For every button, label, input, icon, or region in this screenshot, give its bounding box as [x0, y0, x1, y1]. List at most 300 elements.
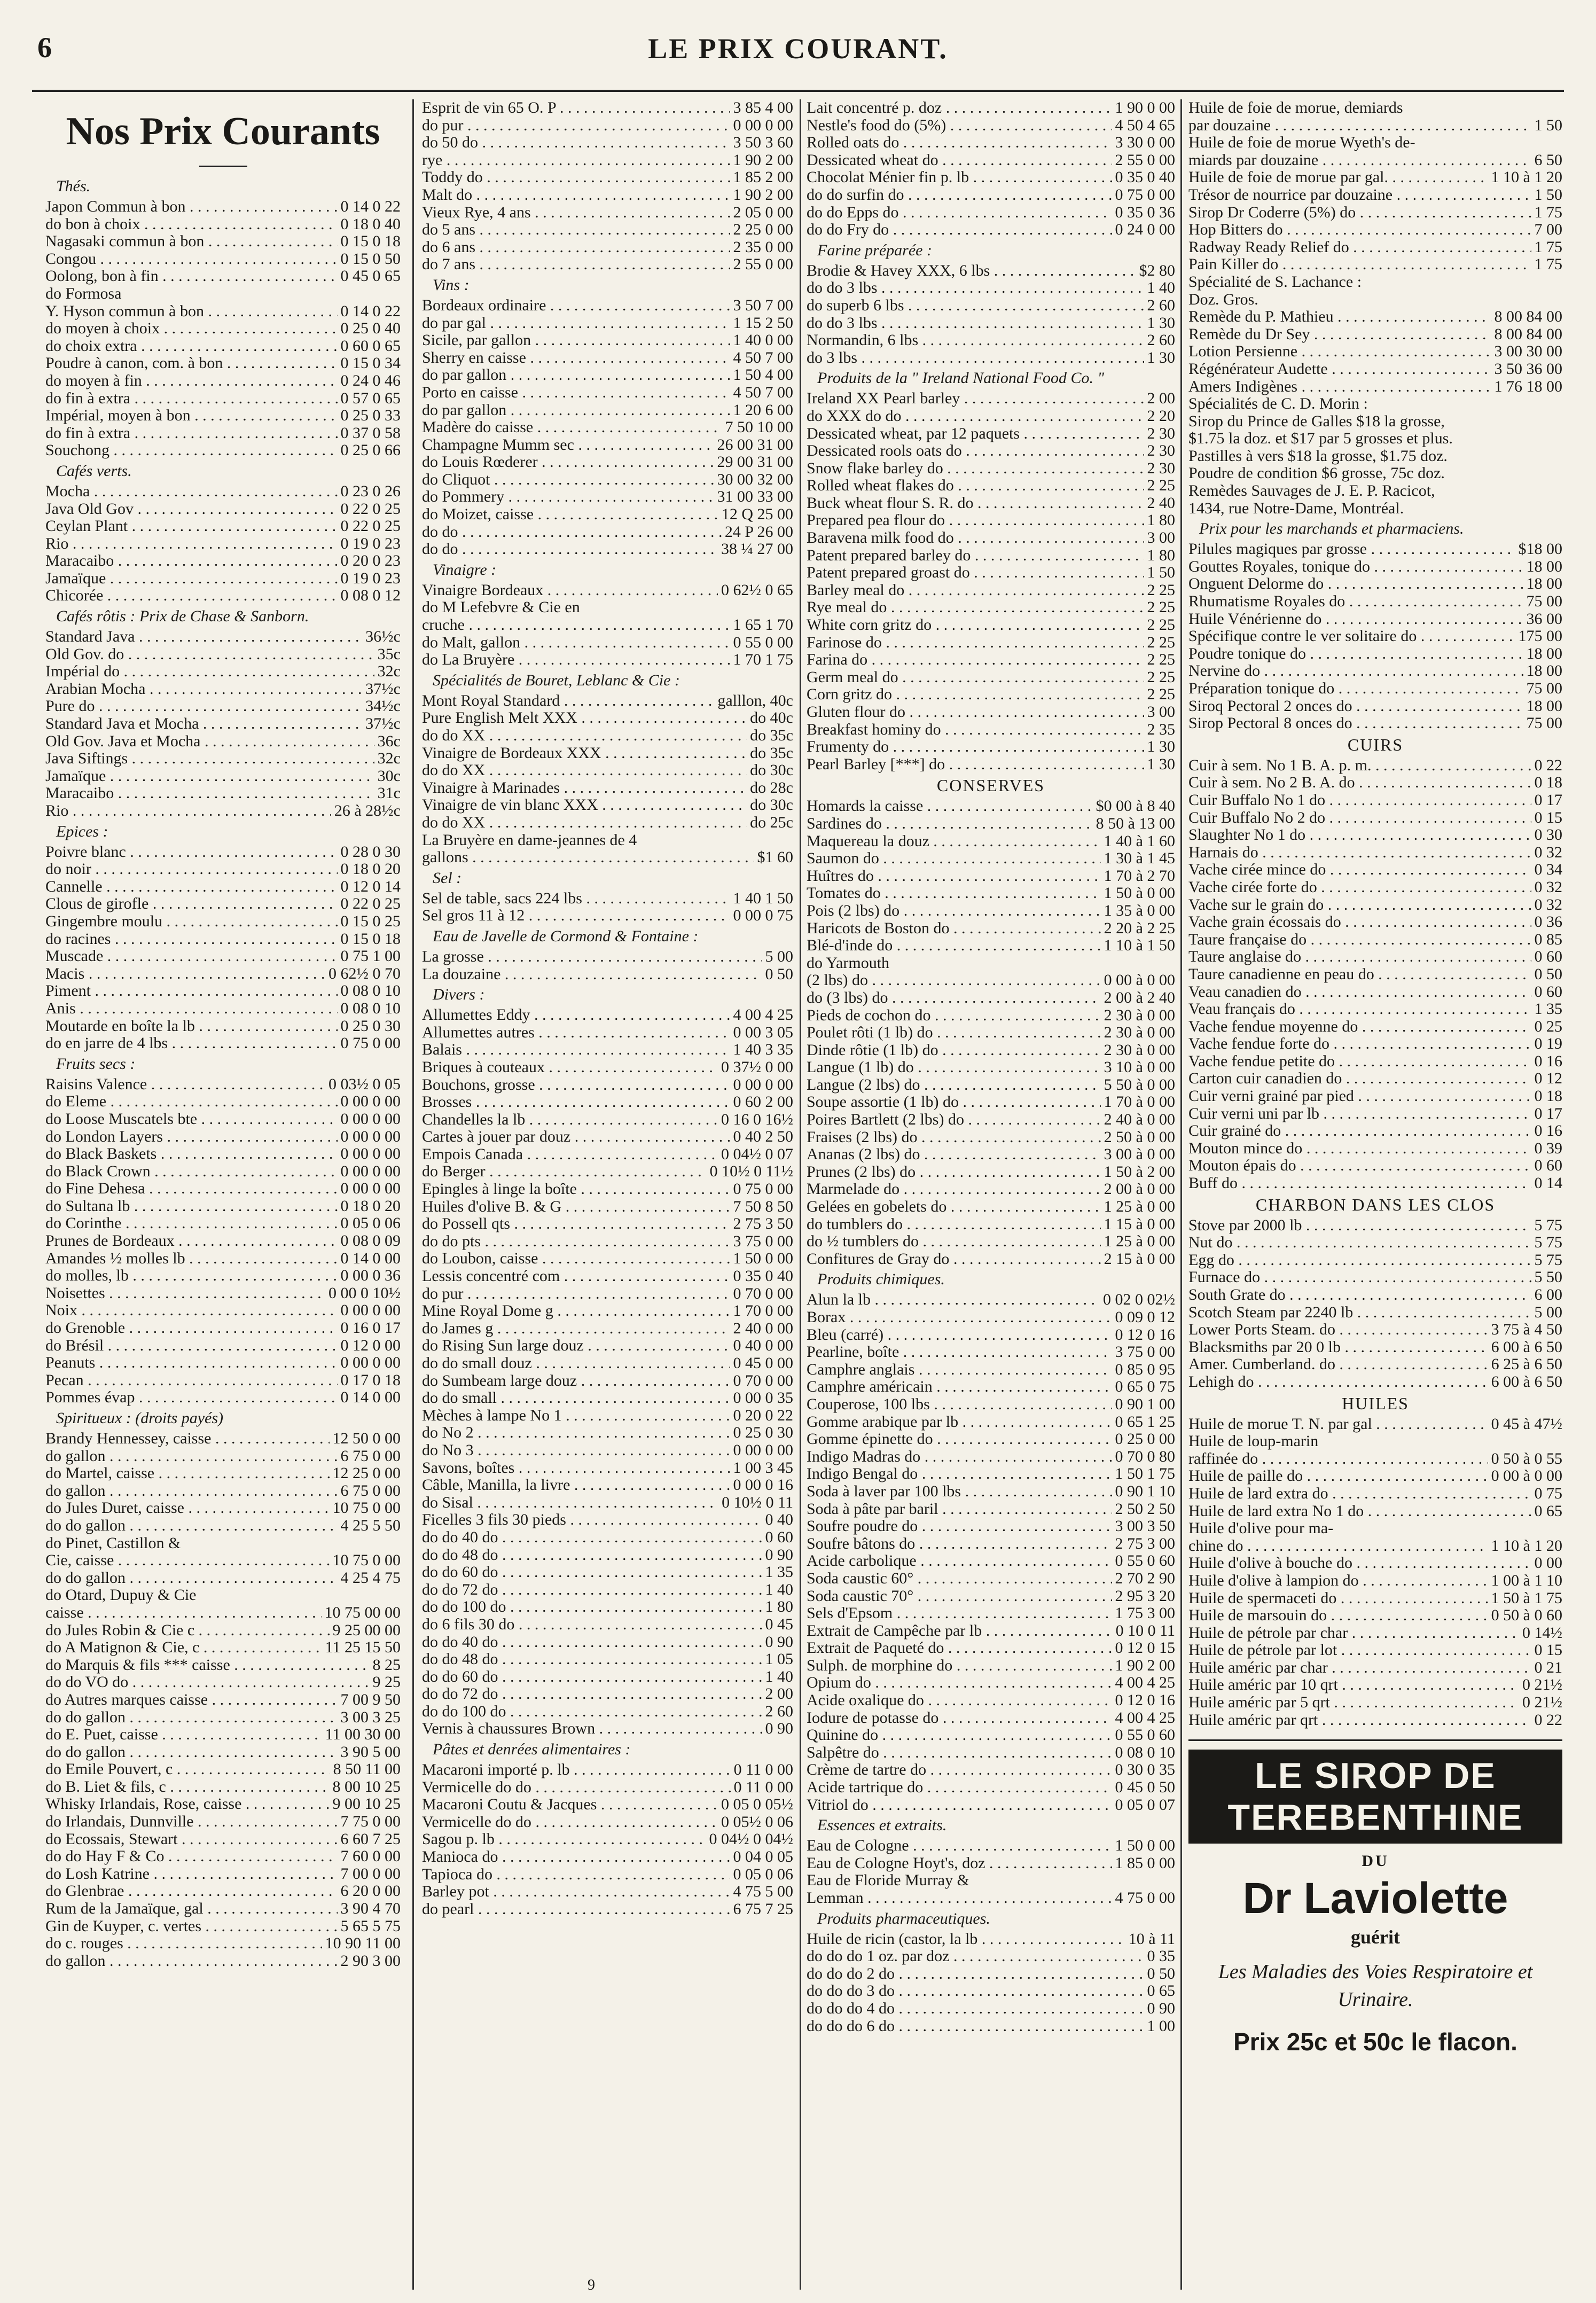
price-row — [807, 1042, 1175, 1059]
item-price: 7 60 0 00 — [340, 1848, 401, 1865]
price-row — [422, 1268, 793, 1285]
item-price: 0 21½ — [1522, 1694, 1562, 1712]
item-name: do Yarmouth — [807, 954, 890, 972]
item-name: Gin de Kuyper, c. vertes . . . — [45, 1918, 338, 1935]
item-price: 3 00 — [1147, 704, 1175, 721]
item-price: 4 25 4 75 — [340, 1569, 401, 1587]
item-price: 26 à 28½c — [334, 802, 401, 819]
item-name: Cuir verni grainé par pied . . . — [1188, 1088, 1531, 1105]
item-price: 26 00 31 00 — [717, 436, 793, 454]
item-price: 0 17 — [1534, 791, 1562, 809]
item-name: Rolled oats do . . . — [807, 134, 1112, 152]
item-name: do do 3 lbs . . . — [807, 279, 1144, 297]
price-row — [422, 256, 793, 274]
price-row — [422, 221, 793, 239]
price-row — [1188, 645, 1562, 663]
item-price: 0 03½ 0 05 — [328, 1075, 401, 1093]
price-row — [45, 442, 401, 459]
item-price: 0 22 0 25 — [340, 895, 401, 913]
item-price: 2 15 à 0 00 — [1104, 1250, 1175, 1268]
item-name: Langue (2 lbs) do . . . — [807, 1076, 1101, 1094]
item-price: 1 10 à 1 50 — [1104, 937, 1175, 955]
price-row — [45, 483, 401, 501]
item-name: Oolong, bon à fin . . . — [45, 268, 338, 285]
item-name: do tumblers do . . . — [807, 1216, 1101, 1234]
price-row — [807, 1216, 1175, 1234]
item-name: Sicile, par gallon . . . — [422, 332, 730, 349]
price-row — [1188, 1321, 1562, 1339]
price-row — [1188, 1659, 1562, 1677]
price-row — [807, 204, 1175, 222]
item-name: Sel gros 11 à 12 . . . — [422, 907, 730, 925]
price-row — [45, 1570, 401, 1587]
item-price: 0 45 0 50 — [1115, 1779, 1175, 1797]
item-price: 0 12 0 16 — [1115, 1326, 1175, 1344]
item-price: 0 25 — [1534, 1018, 1562, 1035]
item-price: 7 00 0 00 — [340, 1865, 401, 1883]
item-name: Sirop Pectoral 8 onces do . . . — [1188, 715, 1523, 732]
price-row — [45, 1517, 401, 1535]
item-price: 0 18 — [1534, 774, 1562, 792]
item-name: do do small . . . — [422, 1389, 730, 1407]
ad-title: LE SIROP DE TEREBENTHINE — [1188, 1750, 1562, 1844]
item-name: Amer. Cumberland. do . . . — [1188, 1356, 1488, 1373]
item-name: do moyen à choix . . . — [45, 320, 338, 338]
item-name: Vache sur le grain do . . . — [1188, 896, 1531, 914]
item-name: do do XX . . . — [422, 814, 747, 832]
item-price: 3 00 — [1147, 529, 1175, 547]
item-name: Old Gov. Java et Mocha . . . — [45, 733, 374, 751]
item-price: 3 90 4 70 — [340, 1900, 401, 1918]
price-row — [45, 646, 401, 663]
price-row — [45, 1389, 401, 1407]
item-price: 1 30 — [1147, 738, 1175, 756]
price-row — [1188, 1485, 1562, 1503]
item-name: Egg do . . . — [1188, 1252, 1531, 1269]
price-row — [422, 948, 793, 966]
ad-name: Dr Laviolette — [1242, 1874, 1508, 1923]
item-name: Allumettes autres . . . — [422, 1024, 730, 1042]
price-row — [1188, 1416, 1562, 1433]
price-row — [1188, 541, 1562, 558]
item-name: do Autres marques caisse . . . — [45, 1691, 338, 1709]
item-name: cruche . . . — [422, 616, 730, 634]
item-name: do E. Puet, caisse . . . — [45, 1726, 322, 1744]
item-name: Remède du Dr Sey . . . — [1188, 326, 1491, 344]
item-price: 0 18 0 20 — [340, 1197, 401, 1215]
price-row — [45, 1778, 401, 1796]
item-name: La Bruyère en dame-jeannes de 4 — [422, 831, 637, 849]
item-price: 2 30 à 0 00 — [1104, 1041, 1175, 1059]
item-name: do James g . . . — [422, 1320, 730, 1338]
item-price: 0 32 — [1534, 878, 1562, 896]
item-price: 1 50 0 00 — [1115, 1837, 1175, 1855]
item-name: Huile de foie de morue par gal. . . . — [1188, 169, 1488, 186]
price-row — [422, 599, 793, 616]
item-price: 0 50 à 0 60 — [1491, 1607, 1562, 1625]
item-price: 1 05 — [765, 1651, 793, 1668]
price-row — [1188, 204, 1562, 222]
item-name: Huile Vénérienne do . . . — [1188, 611, 1523, 628]
price-row — [45, 1657, 401, 1674]
item-name: Camphre américain . . . — [807, 1378, 1112, 1396]
price-row — [807, 1890, 1175, 1907]
item-price: 0 05½ 0 06 — [721, 1813, 793, 1831]
item-price: 1 10 à 1 20 — [1491, 1537, 1562, 1555]
column-divider — [1180, 99, 1182, 2290]
item-price: 6 75 7 25 — [733, 1900, 793, 1918]
item-price: 8 00 84 00 — [1494, 308, 1562, 326]
item-name: do 6 fils 30 do . . . — [422, 1616, 762, 1634]
item-price: 10 75 00 00 — [324, 1604, 401, 1621]
item-price: 10 à 11 — [1128, 1930, 1175, 1948]
price-row — [45, 1076, 401, 1094]
price-row — [422, 1041, 793, 1059]
item-price: 36c — [377, 732, 401, 750]
price-row — [807, 1501, 1175, 1518]
item-price: 30c — [377, 767, 401, 785]
note-line: Doz. Gros. — [1188, 291, 1258, 308]
item-price: 0 00 0 00 — [733, 1441, 793, 1459]
note-line: Poudre de condition $6 grosse, 75c doz. — [1188, 465, 1445, 482]
price-row — [1188, 1450, 1562, 1468]
category-heading: Divers : — [433, 986, 485, 1004]
item-price: 1 40 — [1147, 279, 1175, 297]
item-name: Huile de lard extra do . . . — [1188, 1485, 1531, 1503]
item-name: Alun la lb . . . — [807, 1291, 1100, 1309]
item-name: Trésor de nourrice par douzaine . . . — [1188, 186, 1531, 204]
item-price: 0 45 à 47½ — [1491, 1415, 1562, 1433]
item-price: 0 20 0 23 — [340, 552, 401, 570]
item-name: do do Hay F & Co . . . — [45, 1848, 338, 1865]
price-row — [807, 920, 1175, 938]
item-name: miards par douzaine . . . — [1188, 152, 1531, 169]
price-row — [807, 989, 1175, 1007]
item-name: Soupe assortie (1 lb) do . . . — [807, 1094, 1101, 1111]
price-row — [422, 1703, 793, 1721]
item-price: 0 90 — [765, 1546, 793, 1564]
price-row — [1188, 757, 1562, 775]
item-price: 1 50 — [1534, 186, 1562, 204]
item-price: 0 57 0 65 — [340, 389, 401, 407]
item-price: 18 00 — [1526, 662, 1562, 680]
price-row — [1188, 1520, 1562, 1537]
item-name: Esprit de vin 65 O. P . . . — [422, 99, 730, 117]
item-name: Vinaigre à Marinades . . . — [422, 779, 747, 797]
price-row — [422, 1651, 793, 1668]
price-row — [1188, 774, 1562, 792]
item-name: do Ecossais, Stewart . . . — [45, 1831, 338, 1848]
item-price: 0 00 — [1534, 1555, 1562, 1572]
price-row — [45, 1813, 401, 1831]
item-name: Harnais do . . . — [1188, 844, 1531, 862]
price-row — [807, 297, 1175, 315]
price-row — [422, 1337, 793, 1355]
item-price: 31c — [377, 785, 401, 802]
item-price: do 28c — [750, 779, 793, 797]
item-name: Taure canadienne en peau do . . . — [1188, 966, 1531, 983]
price-row — [422, 1848, 793, 1866]
item-name: Huile de spermaceti do . . . — [1188, 1590, 1488, 1607]
price-row — [422, 1564, 793, 1581]
item-price: 1 20 6 00 — [733, 401, 793, 419]
item-price: 0 25 0 30 — [733, 1424, 793, 1442]
item-price: 0 65 0 75 — [1115, 1378, 1175, 1396]
item-name: Vache cirée forte do . . . — [1188, 879, 1531, 896]
item-price: 5 50 — [1534, 1269, 1562, 1286]
price-row — [807, 885, 1175, 902]
item-price: 0 15 0 18 — [340, 233, 401, 251]
item-name: Couperose, 100 lbs . . . — [807, 1396, 1112, 1414]
item-name: Huile de pétrole par char . . . — [1188, 1625, 1519, 1642]
price-row — [1188, 1503, 1562, 1520]
price-row — [422, 541, 793, 558]
item-name: do pur . . . — [422, 1285, 730, 1303]
item-price: 2 25 — [1147, 634, 1175, 651]
price-row — [1188, 983, 1562, 1001]
item-price: 1 35 — [1534, 1001, 1562, 1018]
price-row — [1188, 134, 1562, 152]
item-price: 0 55 0 00 — [733, 634, 793, 651]
price-row — [422, 332, 793, 349]
item-price: 0 14 0 00 — [340, 1389, 401, 1407]
item-price: 0 00 3 05 — [733, 1024, 793, 1041]
item-name: Carton cuir canadien do . . . — [1188, 1070, 1531, 1088]
item-name: do Brésil . . . — [45, 1337, 338, 1355]
item-price: 9 25 00 00 — [332, 1621, 401, 1639]
ad-verb: guérit — [1351, 1926, 1400, 1948]
category-heading: Farine préparée : — [817, 241, 932, 259]
item-price: 3 50 7 00 — [733, 296, 793, 314]
item-name: Clous de girofle . . . — [45, 895, 338, 913]
item-price: 0 45 — [765, 1615, 793, 1633]
price-row — [1188, 308, 1562, 326]
item-price: 0 04 0 05 — [733, 1848, 793, 1866]
item-price: 0 70 0 80 — [1115, 1448, 1175, 1465]
price-row — [1188, 575, 1562, 593]
item-price: 1 90 2 00 — [1115, 1657, 1175, 1674]
price-row — [45, 895, 401, 913]
item-name: Langue (1 lb) do . . . — [807, 1059, 1101, 1076]
item-name: do Malt, gallon . . . — [422, 634, 730, 652]
price-row — [807, 169, 1175, 186]
price-row — [422, 1547, 793, 1564]
column-2-list — [422, 99, 793, 1918]
item-price: 0 60 — [765, 1528, 793, 1546]
item-name: Patent prepared barley do . . . — [807, 547, 1144, 565]
item-price: 0 39 — [1534, 1139, 1562, 1157]
price-row — [45, 1691, 401, 1709]
item-price: 0 12 0 00 — [340, 1337, 401, 1354]
price-row — [45, 1145, 401, 1163]
price-row — [422, 454, 793, 471]
item-price: 8 50 à 13 00 — [1096, 815, 1175, 832]
item-name: do do 48 do . . . — [422, 1547, 762, 1564]
category-heading: Produits de la " Ireland National Food Co. " — [817, 369, 1105, 387]
item-price: 0 17 0 18 — [340, 1371, 401, 1389]
item-name: Extrait de Campêche par lb . . . — [807, 1622, 1113, 1640]
item-name: Rum de la Jamaïque, gal . . . — [45, 1900, 338, 1918]
price-row — [807, 1837, 1175, 1855]
price-row — [45, 407, 401, 425]
item-price: 0 12 — [1534, 1070, 1562, 1088]
item-name: Whisky Irlandais, Rose, caisse . . . — [45, 1795, 330, 1813]
item-price: 10 75 0 00 — [332, 1552, 401, 1570]
item-name: Snow flake barley do . . . — [807, 460, 1144, 478]
item-name: do do small douz . . . — [422, 1355, 730, 1372]
price-row — [807, 1709, 1175, 1727]
item-name: Corn gritz do . . . — [807, 686, 1144, 704]
item-price: 2 60 — [765, 1703, 793, 1720]
item-name: Nagasaki commun à bon . . . — [45, 233, 338, 251]
price-row — [45, 948, 401, 965]
price-row — [422, 616, 793, 634]
item-name: Cie, caisse . . . — [45, 1552, 330, 1570]
item-name: Acide tartrique do . . . — [807, 1779, 1112, 1797]
price-row — [45, 982, 401, 1000]
item-price: 0 35 — [1147, 1948, 1175, 1965]
item-price: 1 50 1 75 — [1115, 1465, 1175, 1483]
price-row — [807, 738, 1175, 756]
item-price: 1 70 à 2 70 — [1104, 867, 1175, 885]
item-name: do do 48 do . . . — [422, 1651, 762, 1668]
item-price: do 30c — [750, 797, 793, 814]
price-row — [422, 1616, 793, 1634]
item-name: Rolled wheat flakes do . . . — [807, 477, 1144, 495]
price-row — [45, 1035, 401, 1052]
item-name: do Eleme . . . — [45, 1093, 338, 1111]
price-row — [807, 1024, 1175, 1042]
item-price: 24 P 26 00 — [724, 523, 793, 541]
price-row — [422, 471, 793, 489]
item-name: do do 100 do . . . — [422, 1703, 762, 1721]
item-name: La douzaine . . . — [422, 966, 762, 983]
price-row — [1188, 1217, 1562, 1235]
item-name: Crème de tartre do . . . — [807, 1761, 1112, 1779]
item-name: Pilules magiques par grosse . . . — [1188, 541, 1515, 558]
price-row — [807, 833, 1175, 850]
item-price: 0 65 — [1534, 1502, 1562, 1520]
category-heading: Prix pour les marchands et pharmaciens. — [1199, 520, 1464, 538]
item-price: 0 16 0 17 — [340, 1320, 401, 1337]
price-row — [807, 1761, 1175, 1779]
item-name: Gomme épinette do . . . — [807, 1431, 1112, 1448]
price-row — [807, 134, 1175, 152]
column-divider — [800, 99, 801, 2290]
item-name: do do XX . . . — [422, 727, 747, 745]
item-price: 1 00 à 1 10 — [1491, 1572, 1562, 1589]
item-price: 0 12 0 16 — [1115, 1692, 1175, 1709]
price-row — [1188, 593, 1562, 611]
item-name: do Emile Pouvert, c . . . — [45, 1761, 330, 1778]
price-row — [45, 1848, 401, 1865]
item-name: Soufre bâtons do . . . — [807, 1535, 1112, 1553]
item-name: Huile de paille do . . . — [1188, 1467, 1488, 1485]
price-row — [45, 1250, 401, 1268]
price-row — [807, 1164, 1175, 1181]
price-row — [422, 1796, 793, 1814]
item-name: Cuir à sem. No 2 B. A. do . . . — [1188, 774, 1531, 792]
category-heading: Sel : — [433, 869, 462, 887]
item-name: Mine Royal Dome g . . . — [422, 1302, 730, 1320]
item-name: Veau canadien do . . . — [1188, 983, 1531, 1001]
item-price: 1 75 — [1534, 256, 1562, 274]
item-name: do moyen à fin . . . — [45, 372, 338, 390]
item-price: 37½c — [365, 715, 401, 733]
item-name: Java Old Gov . . . — [45, 501, 338, 518]
item-name: do do VO do . . . — [45, 1674, 370, 1691]
item-name: Acide carbolique . . . — [807, 1552, 1112, 1570]
price-row — [807, 1797, 1175, 1814]
price-row — [45, 518, 401, 535]
price-row — [1188, 169, 1562, 186]
price-row — [1188, 99, 1562, 117]
price-row — [807, 616, 1175, 634]
price-row — [422, 651, 793, 669]
price-row — [1188, 896, 1562, 914]
item-name: Peanuts . . . — [45, 1354, 338, 1372]
column-3-list — [807, 99, 1175, 2035]
item-price: 2 50 2 50 — [1115, 1500, 1175, 1518]
price-row — [422, 1302, 793, 1320]
price-row — [807, 1233, 1175, 1251]
price-row — [45, 1198, 401, 1215]
price-row — [422, 779, 793, 797]
item-price: 0 05 0 06 — [340, 1215, 401, 1232]
item-name: Vernis à chaussures Brown . . . — [422, 1720, 762, 1738]
item-name: Impérial, moyen à bon . . . — [45, 407, 338, 425]
price-row — [422, 1424, 793, 1442]
price-row — [1188, 826, 1562, 844]
item-name: do choix extra . . . — [45, 338, 338, 355]
price-row — [807, 868, 1175, 885]
item-price: 0 10½ 0 11 — [722, 1494, 793, 1511]
item-name: Macaroni importé p. lb . . . — [422, 1761, 731, 1779]
item-price: 0 65 — [1147, 1982, 1175, 2000]
item-name: Lessis concentré com . . . — [422, 1268, 730, 1285]
item-price: 0 00 0 00 — [340, 1180, 401, 1198]
item-name: Piment . . . — [45, 982, 338, 1000]
price-row — [45, 1215, 401, 1232]
item-name: Sel de table, sacs 224 lbs . . . — [422, 890, 730, 908]
item-price: 2 25 — [1147, 616, 1175, 634]
item-name: do M Lefebvre & Cie en — [422, 599, 580, 616]
item-price: 75 00 — [1526, 593, 1562, 611]
item-name: Opium do . . . — [807, 1674, 1112, 1692]
item-name: Borax . . . — [807, 1309, 1112, 1326]
ad-price: Prix 25c et 50c le flacon. — [1233, 2028, 1517, 2056]
price-row — [1188, 1018, 1562, 1036]
item-price: 5 00 — [1534, 1303, 1562, 1321]
item-price: galllon, 40c — [717, 692, 793, 709]
price-row — [45, 1337, 401, 1355]
item-price: 5 75 — [1534, 1216, 1562, 1234]
price-row — [45, 1093, 401, 1111]
price-row — [1188, 948, 1562, 966]
item-name: Gelées en gobelets do . . . — [807, 1198, 1101, 1216]
price-row — [1188, 1712, 1562, 1729]
item-name: Salpêtre do . . . — [807, 1744, 1112, 1762]
price-row — [422, 1477, 793, 1494]
item-price: 2 05 0 00 — [733, 204, 793, 221]
price-row — [422, 366, 793, 384]
page-number: 6 — [37, 32, 52, 64]
price-row — [1188, 792, 1562, 809]
item-price: 0 15 0 18 — [340, 930, 401, 948]
item-price: 0 05 0 05½ — [721, 1796, 793, 1814]
item-price: 1 30 — [1147, 755, 1175, 773]
category-heading: Epices : — [56, 822, 108, 840]
